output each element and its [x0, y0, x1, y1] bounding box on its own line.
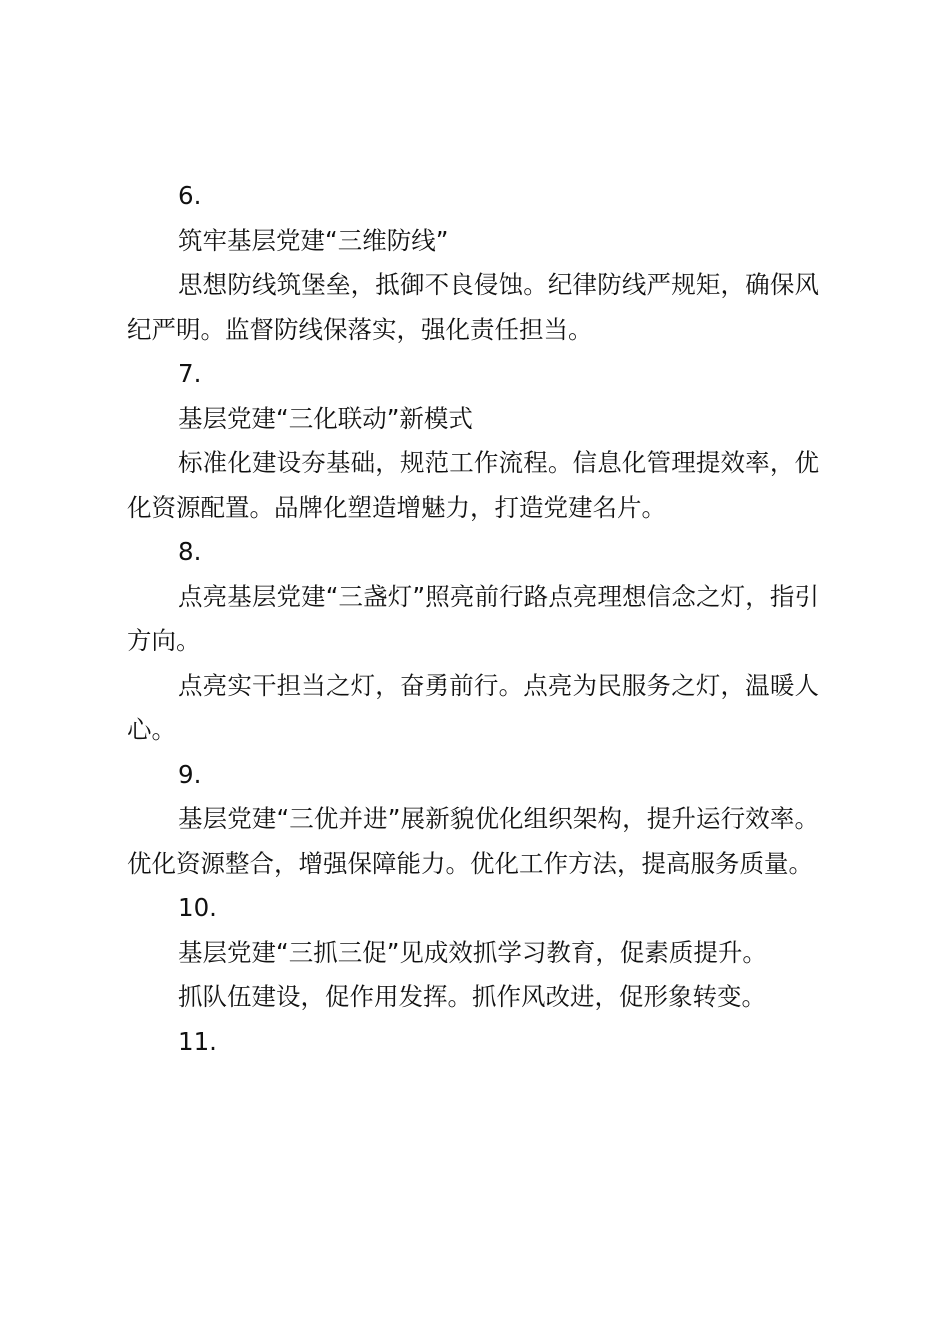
section-number: 9.: [178, 759, 202, 789]
body-paragraph: 基层党建“三优并进”展新貌优化组织架构，提升运行效率。优化资源整合，增强保障能力。优化工作方法，提高服务质量。: [127, 804, 819, 878]
section-heading: 基层党建“三化联动”新模式: [178, 403, 473, 433]
body-paragraph: 思想防线筑堡垒，抵御不良侵蚀。纪律防线严规矩，确保风纪严明。监督防线保落实，强化责任担当。: [127, 270, 819, 344]
body-paragraph: 点亮基层党建“三盏灯”照亮前行路点亮理想信念之灯，指引方向。: [127, 581, 819, 655]
document-body: [127, 174, 819, 1064]
section-number: 11.: [178, 1026, 217, 1056]
section-number: 10.: [178, 893, 217, 922]
body-paragraph: 基层党建“三抓三促”见成效抓学习教育，促素质提升。: [178, 937, 767, 967]
body-paragraph: 点亮实干担当之灯，奋勇前行。点亮为民服务之灯，温暖人心。: [127, 670, 819, 744]
section-heading: 筑牢基层党建“三维防线”: [178, 225, 449, 255]
section-number: 8.: [178, 537, 202, 566]
section-number: 7.: [178, 359, 202, 388]
body-paragraph: 抓队伍建设，促作用发挥。抓作风改进，促形象转变。: [178, 982, 766, 1011]
section-number: 6.: [178, 181, 202, 210]
body-paragraph: 标准化建设夯基础，规范工作流程。信息化管理提效率，优化资源配置。品牌化塑造增魅力，打造党建名片。: [127, 448, 819, 522]
